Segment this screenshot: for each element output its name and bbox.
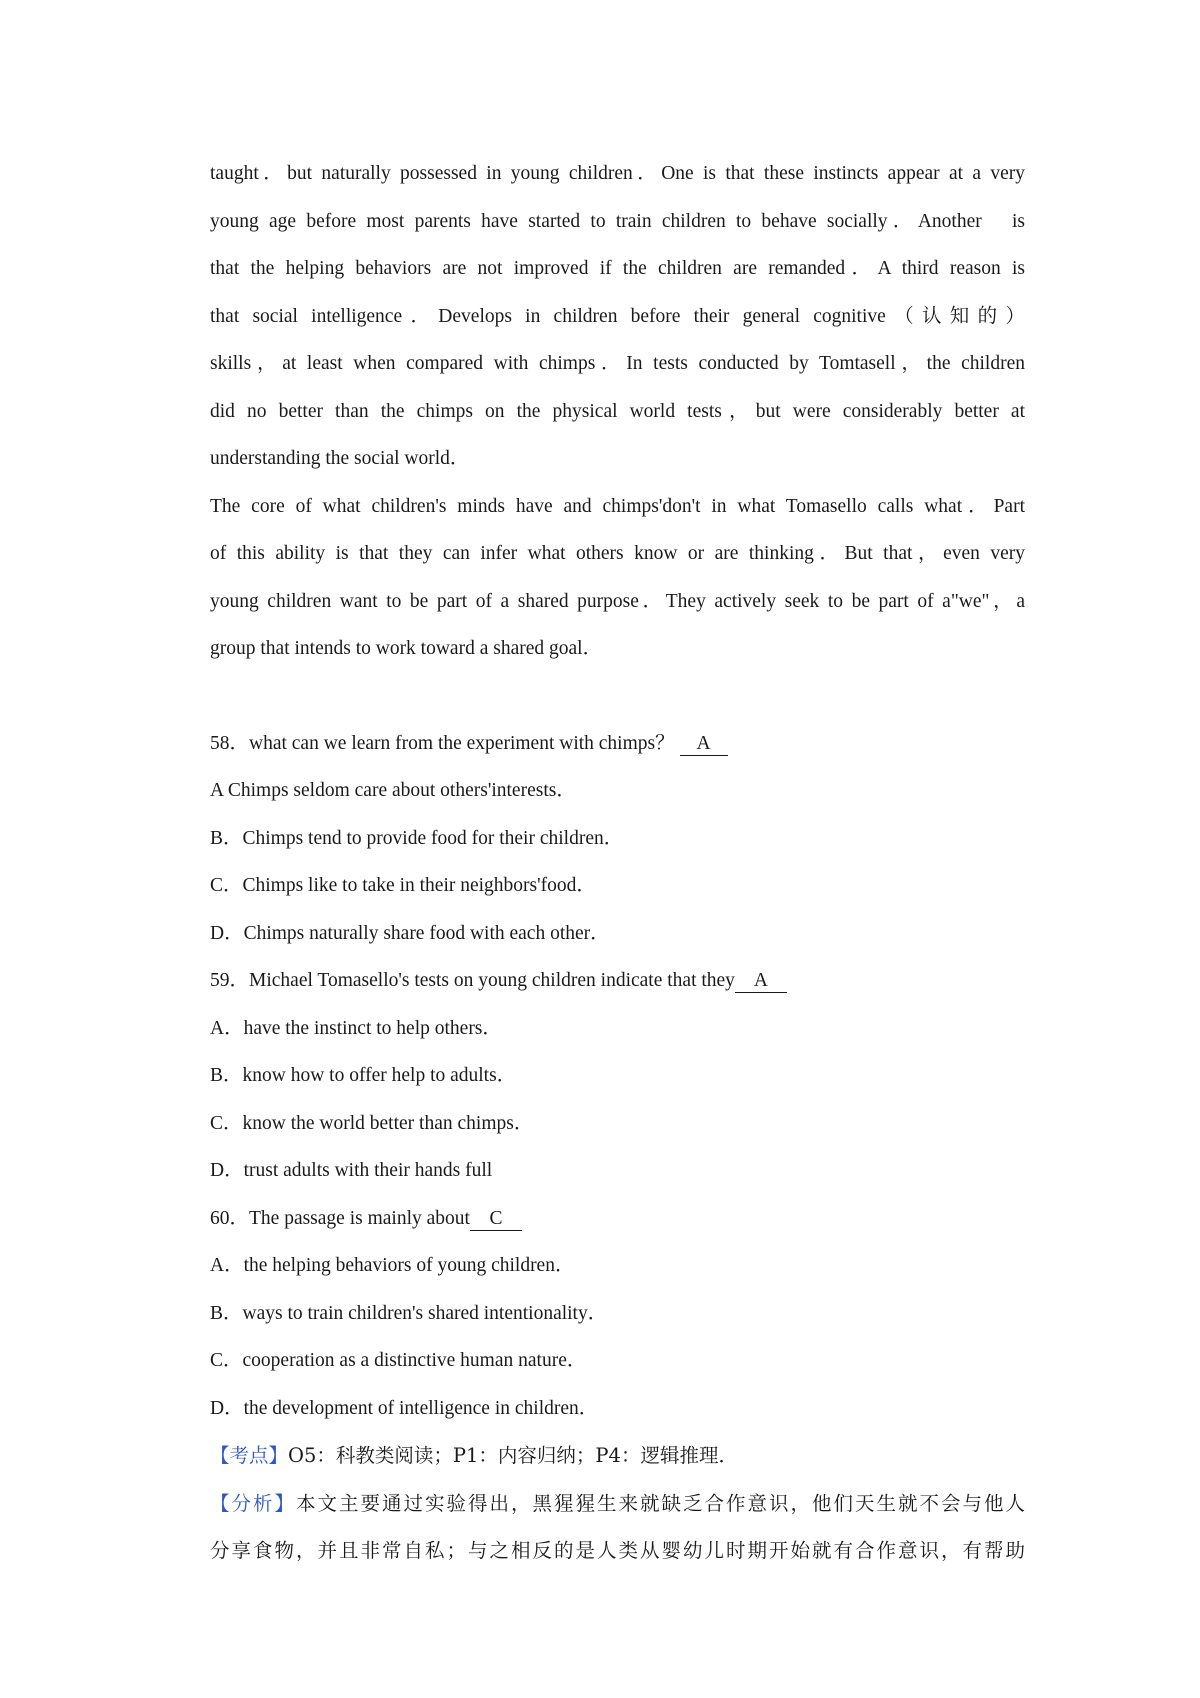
question-option: D．trust adults with their hands full	[210, 1160, 493, 1181]
question-option: C．know the world better than chimps．	[210, 1112, 534, 1134]
question-option: C．Chimps like to take in their neighbors'food．	[210, 875, 596, 896]
question-stem-text: 58．what can we learn from the experiment with chimps？	[210, 732, 675, 754]
fenxi-section	[210, 1480, 1025, 1575]
passage-line: taught．but naturally possessed in young children．One is that these instincts appear at a very	[210, 163, 1025, 184]
passage-line: The core of what children's minds have and chimps'don't in what Tomasello calls what．Part	[210, 495, 1025, 517]
question-option: A．the helping behaviors of young children．	[210, 1255, 575, 1276]
passage-line: understanding the social world．	[210, 448, 470, 469]
section-spacer	[210, 673, 1025, 720]
passage-line: young children want to be part of a shared purpose．They actively seek to be part of a"we"，a	[210, 590, 1025, 612]
passage-line: that the helping behaviors are not improved if the children are remanded．A third reason is	[210, 258, 1025, 279]
passage-line: skills，at least when compared with chimps．In tests conducted by Tomtasell，the children	[210, 353, 1025, 374]
kaodian-tag: 【考点】	[210, 1444, 289, 1467]
document-page	[210, 150, 1025, 1575]
question-stem-text: 59．Michael Tomasello's tests on young children indicate that they	[210, 970, 735, 991]
question-option: A Chimps seldom care about others'interests．	[210, 780, 576, 801]
question-answer: A	[680, 733, 728, 756]
passage-line: young age before most parents have started to train children to behave socially．Another is	[210, 210, 1025, 232]
passage-line: that social intelligence．Develops in children before their general cognitive（认知的）	[210, 305, 1025, 327]
question-option: B．Chimps tend to provide food for their children．	[210, 827, 624, 849]
fenxi-line: 分享食物，并且非常自私；与之相反的是人类从婴幼儿时期开始就有合作意识，有帮助	[210, 1539, 1025, 1562]
question-60-stem	[210, 1195, 1025, 1243]
question-answer: A	[735, 970, 787, 993]
question-option: A．have the instinct to help others．	[210, 1017, 502, 1039]
fenxi-text: 本文主要通过实验得出，黑猩猩生来就缺乏合作意识，他们天生就不会与他人	[296, 1491, 1025, 1515]
question-option: C．cooperation as a distinctive human nature．	[210, 1350, 587, 1371]
question-stem-text: 60．The passage is mainly about	[210, 1207, 470, 1229]
fenxi-line	[210, 1480, 1025, 1528]
question-option: D．the development of intelligence in children．	[210, 1397, 599, 1419]
question-option: B．know how to offer help to adults．	[210, 1065, 517, 1086]
passage-line: group that intends to work toward a shared goal．	[210, 638, 603, 659]
passage-paragraph-1	[210, 150, 1025, 483]
question-answer: C	[470, 1208, 522, 1231]
question-58-stem	[210, 720, 1025, 768]
passage-line: did no better than the chimps on the physical world tests，but were considerably better at	[210, 400, 1025, 422]
kaodian-section	[210, 1432, 1025, 1480]
question-option: B．ways to train children's shared intentionality．	[210, 1302, 608, 1324]
passage-line: of this ability is that they can infer what others know or are thinking．But that，even very	[210, 543, 1025, 564]
passage-paragraph-2	[210, 483, 1025, 673]
question-option: D．Chimps naturally share food with each other．	[210, 922, 610, 944]
fenxi-tag: 【分析】	[210, 1491, 296, 1515]
kaodian-text: O5：科教类阅读；P1：内容归纳；P4：逻辑推理．	[288, 1444, 738, 1467]
question-59-stem	[210, 957, 1025, 1005]
